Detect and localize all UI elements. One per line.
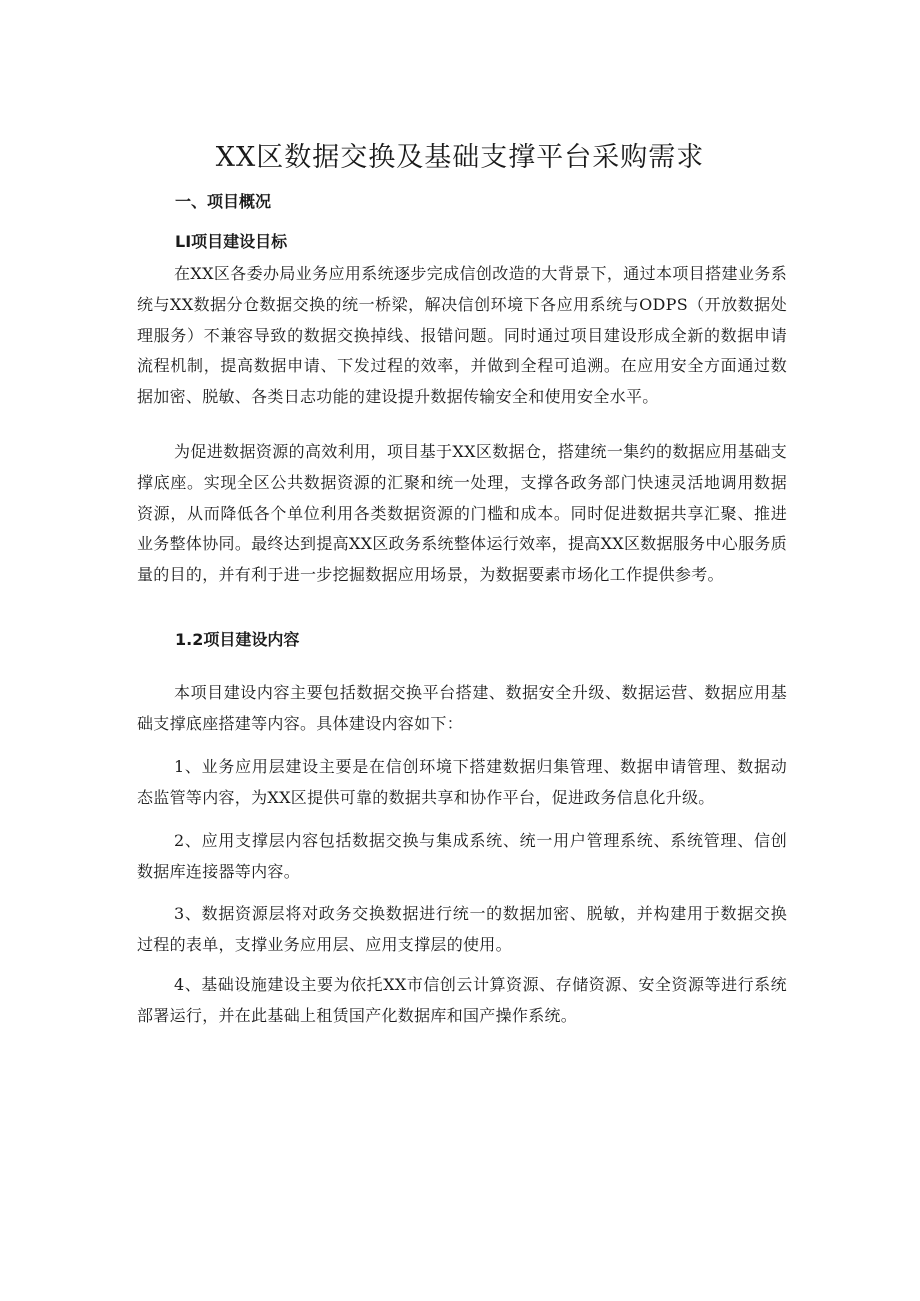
document-title: XX区数据交换及基础支撑平台采购需求 [215, 142, 705, 173]
subsection-heading-goals: LI项目建设目标 [175, 232, 288, 251]
paragraph-content-intro: 本项目建设内容主要包括数据交换平台搭建、数据安全升级、数据运营、数据应用基础支撑底座搭建等内容。具体建设内容如下： [137, 683, 787, 733]
section-heading-overview: 一、项目概况 [175, 192, 272, 211]
paragraph-content-item-4: 4、基础设施建设主要为依托XX市信创云计算资源、存储资源、安全资源等进行系统部署运行，并在此基础上租赁国产化数据库和国产操作系统。 [137, 975, 787, 1025]
paragraph-content-item-1: 1、业务应用层建设主要是在信创环境下搭建数据归集管理、数据申请管理、数据动态监管等内容，为XX区提供可靠的数据共享和协作平台，促进政务信息化升级。 [137, 757, 787, 807]
subsection-heading-content: 1.2项目建设内容 [175, 630, 300, 649]
paragraph-goals-1: 在XX区各委办局业务应用系统逐步完成信创改造的大背景下，通过本项目搭建业务系统与XX数据分仓数据交换的统一桥梁，解决信创环境下各应用系统与ODPS（开放数据处理服务）不兼容导致的数据交换掉线、报错问题。同时通过项目建设形成全新的数据申请流程机制，提高数据申请、下发过程的效率，并做到全程可追溯。在应用安全方面通过数据加密、脱敏、各类日志功能的建设提升数据传输安全和使用安全水平。 [137, 264, 787, 407]
paragraph-content-item-2: 2、应用支撑层内容包括数据交换与集成系统、统一用户管理系统、系统管理、信创数据库连接器等内容。 [137, 831, 787, 881]
paragraph-goals-2: 为促进数据资源的高效利用，项目基于XX区数据仓，搭建统一集约的数据应用基础支撑底座。实现全区公共数据资源的汇聚和统一处理，支撑各政务部门快速灵活地调用数据资源，从而降低各个单位利用各类数据资源的门槛和成本。同时促进数据共享汇聚、推进业务整体协同。最终达到提高XX区政务系统整体运行效率，提高XX区数据服务中心服务质量的目的，并有利于进一步挖掘数据应用场景，为数据要素市场化工作提供参考。 [137, 442, 787, 585]
paragraph-content-item-3: 3、数据资源层将对政务交换数据进行统一的数据加密、脱敏，并构建用于数据交换过程的表单，支撑业务应用层、应用支撑层的使用。 [137, 904, 787, 954]
